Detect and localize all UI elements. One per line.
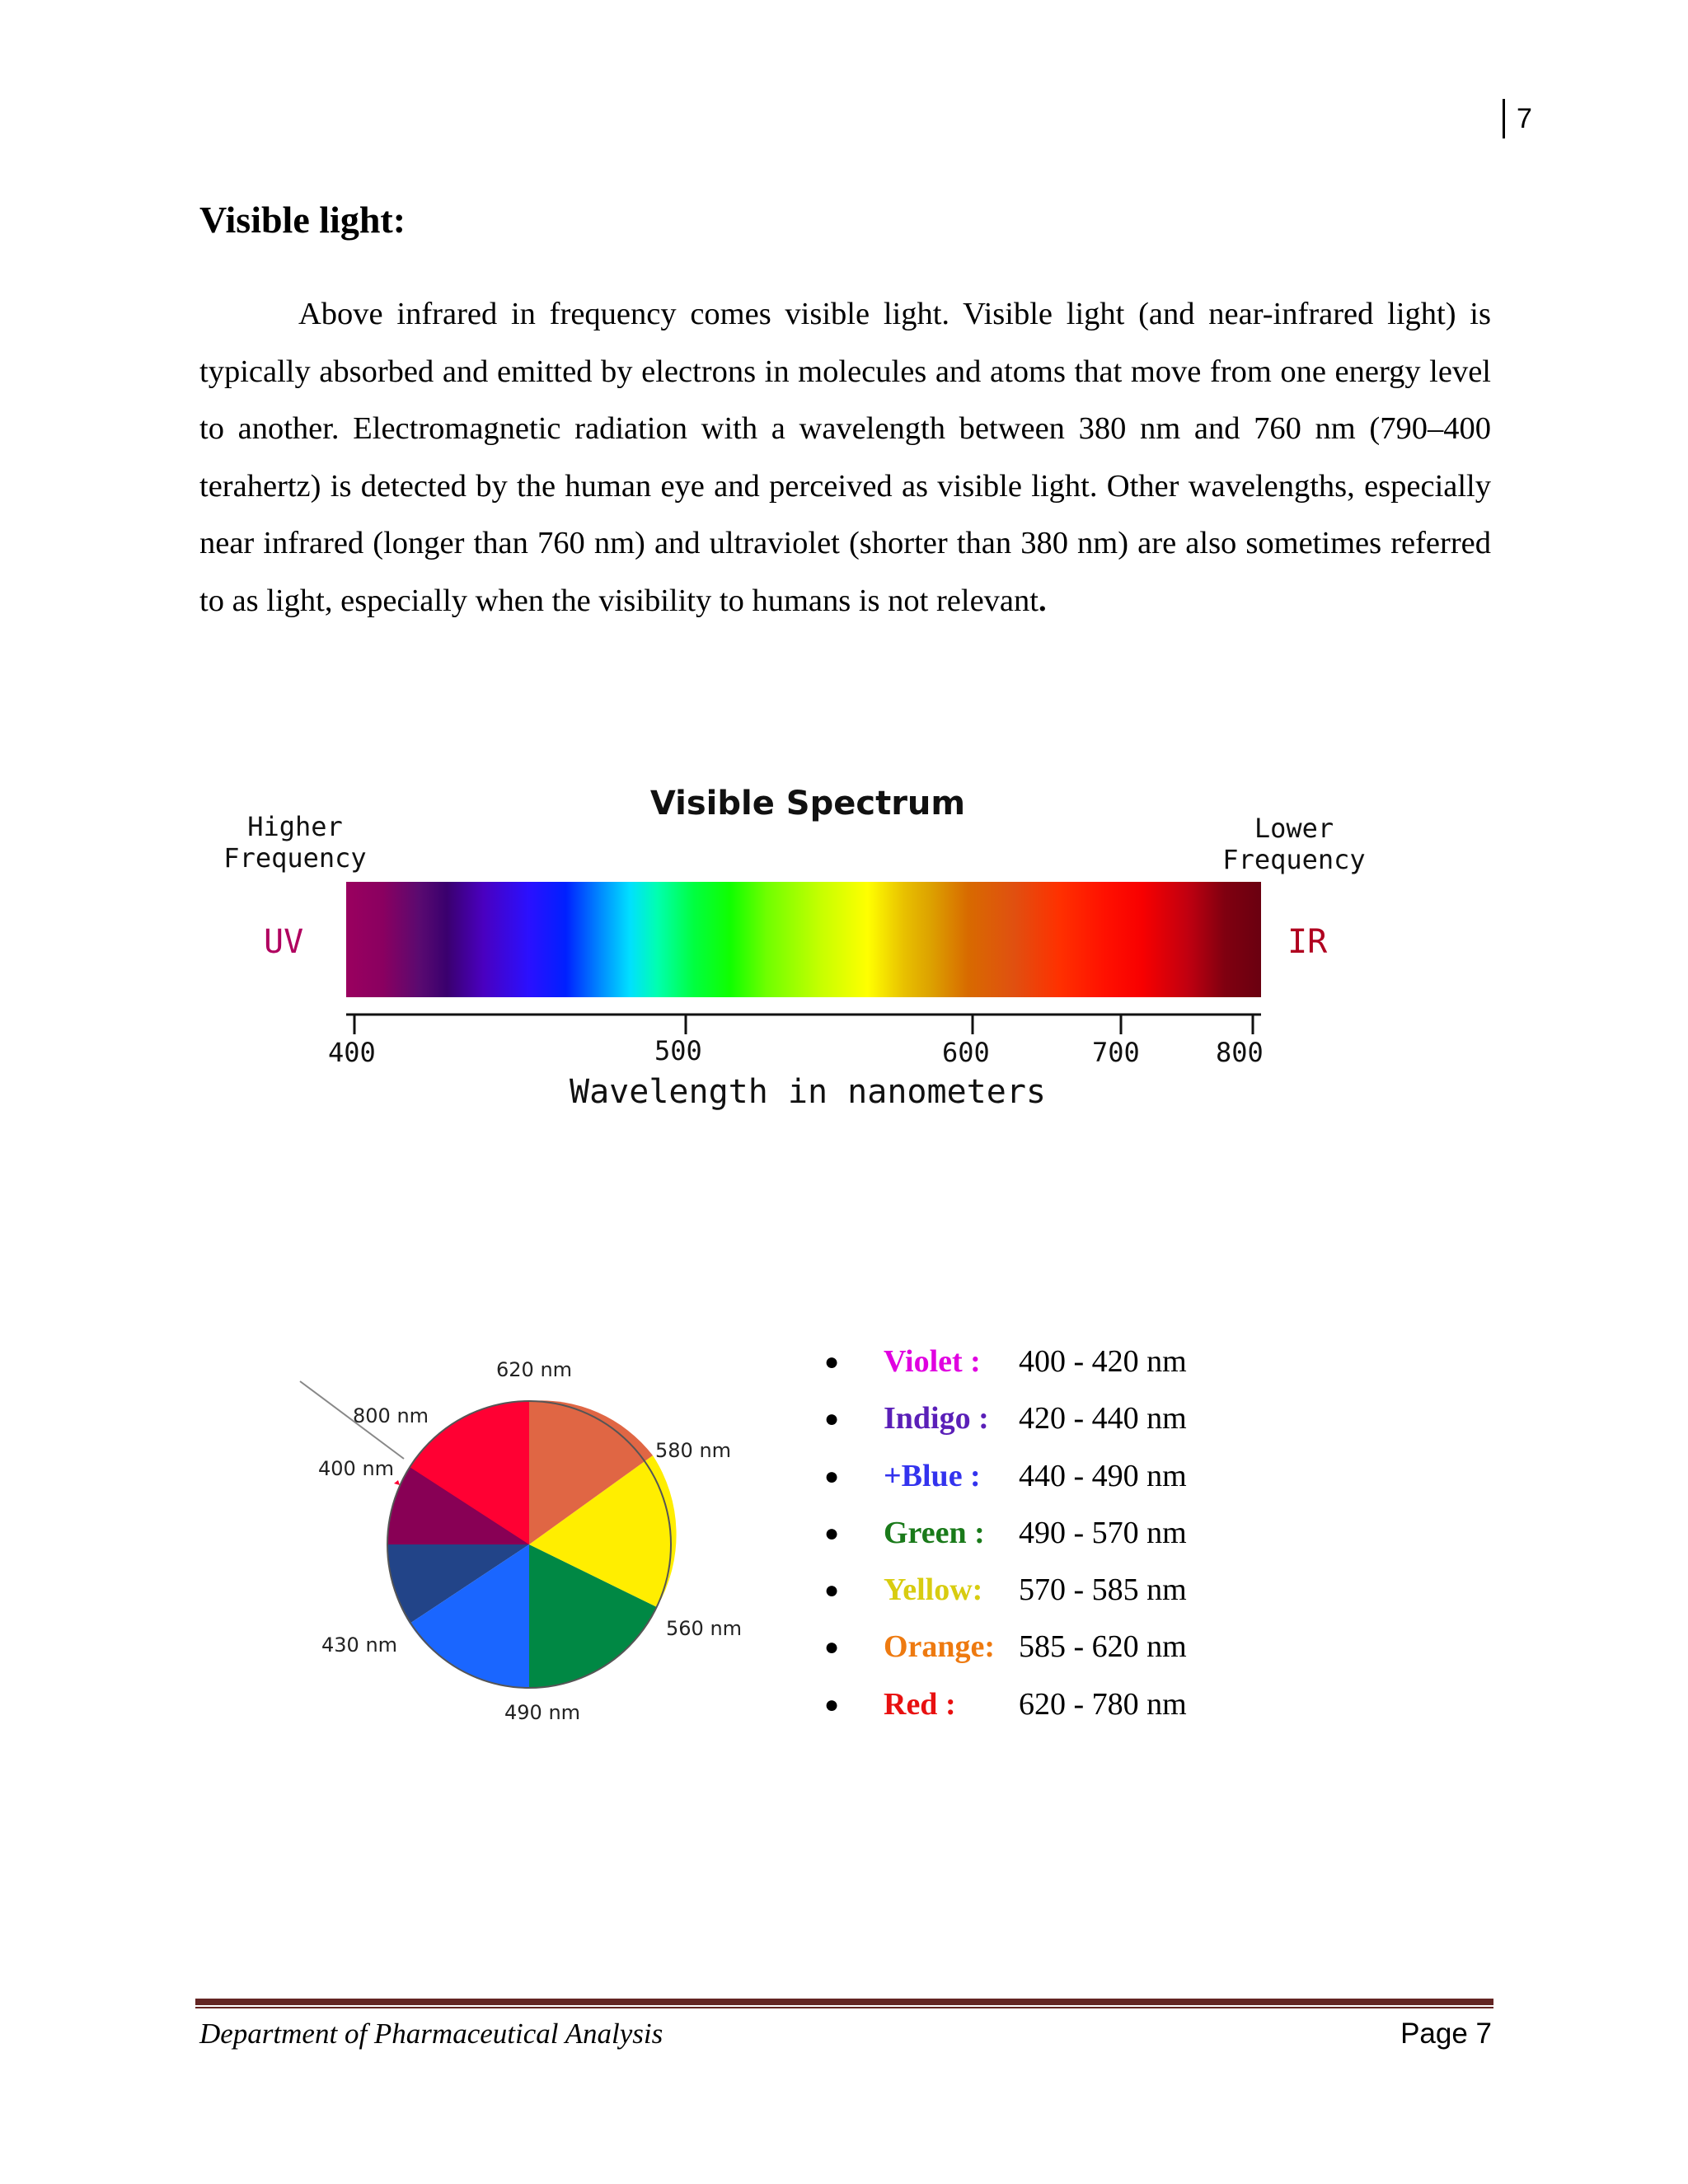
tick-label: 700 [1092,1037,1140,1068]
bullet-icon: ● [824,1405,840,1433]
color-range: 490 - 570 nm [1019,1515,1187,1550]
color-name: +Blue : [884,1458,981,1493]
bullet-icon: ● [824,1462,840,1490]
list-item [824,1390,1319,1447]
uv-label: UV [264,923,304,961]
color-range: 420 - 440 nm [1019,1401,1187,1436]
page-number-top: 7 [1503,99,1532,138]
footer-rule-thin [195,2007,1493,2008]
color-name: Red : [884,1686,956,1722]
color-range: 620 - 780 nm [1019,1686,1187,1722]
section-heading: Visible light: [199,199,406,241]
wheel-label-430: 430 nm [321,1633,398,1657]
wheel-label-560: 560 nm [666,1617,743,1640]
color-name: Violet : [884,1344,981,1379]
bullet-icon: ● [824,1577,840,1605]
bullet-icon: ● [824,1519,840,1547]
color-name: Green : [884,1515,985,1550]
list-item [824,1333,1319,1390]
footer-rule [195,1999,1493,2005]
footer-page-number: Page 7 [1400,2018,1492,2050]
bullet-icon: ● [824,1690,840,1718]
color-range: 440 - 490 nm [1019,1458,1187,1493]
wheel-label-400: 400 nm [318,1457,395,1480]
list-item [824,1448,1319,1505]
color-name: Yellow: [884,1572,983,1608]
tick-label: 400 [328,1037,376,1068]
spectrum-title: Visible Spectrum [649,785,966,823]
list-item [824,1505,1319,1562]
paragraph-text: Above infrared in frequency comes visible light. Visible light (and near-infrared light) is typically absorbed and emitted by electrons in molecules and atoms that move from one energy level to another. Electromagnetic radiation with a wavelength between 380 nm and 760 nm (790–400 terahertz) is detected by the human eye and perceived as visible light. Other wavelengths, especially near infrared (longer than 760 nm) and ultraviolet (shorter than 380 nm) are also sometimes referred to as light, especially when the visibility to humans is not relevant [199,297,1491,618]
visible-spectrum-figure [198,775,1418,1121]
bullet-icon: ● [824,1348,840,1376]
footer-department: Department of Pharmaceutical Analysis [199,2018,663,2050]
list-item [824,1562,1319,1619]
list-item [824,1619,1319,1675]
color-name: Orange: [884,1629,996,1665]
spectrum-gradient-bar [346,882,1261,997]
wheel-label-490: 490 nm [504,1701,581,1724]
color-range: 400 - 420 nm [1019,1344,1187,1379]
body-paragraph [199,286,1491,630]
tick-label: 500 [654,1035,702,1066]
axis-title: Wavelength in nanometers [570,1073,1046,1111]
lower-frequency-label: Lower Frequency [1222,813,1366,875]
tick-label: 600 [942,1037,990,1068]
color-range: 570 - 585 nm [1019,1572,1187,1608]
paragraph-end: . [1038,583,1047,618]
wheel-label-800: 800 nm [353,1404,429,1427]
tick-label: 800 [1216,1037,1264,1068]
bullet-icon: ● [824,1633,840,1661]
higher-frequency-label: Higher Frequency [223,811,367,874]
color-range: 585 - 620 nm [1019,1629,1187,1665]
ir-label: IR [1287,923,1328,961]
wheel-label-580: 580 nm [655,1439,732,1462]
color-wavelength-list [824,1333,1319,1733]
color-wheel [288,1335,799,1755]
color-wheel-figure [288,1335,799,1755]
wheel-label-620: 620 nm [496,1358,573,1381]
color-name: Indigo : [884,1401,989,1436]
list-item [824,1676,1319,1733]
